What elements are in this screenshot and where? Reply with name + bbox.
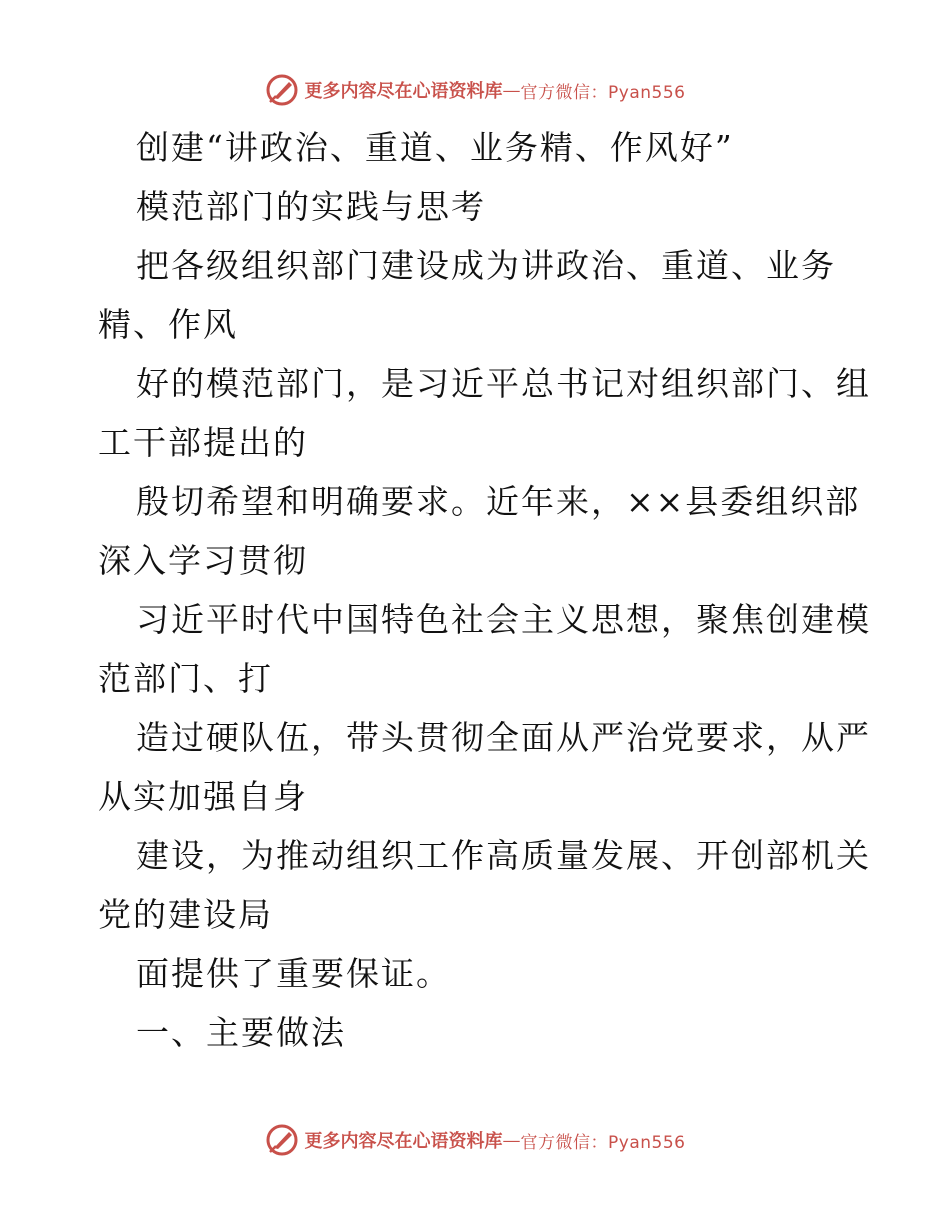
footer-watermark <box>0 1120 950 1160</box>
feather-logo-icon <box>265 73 299 107</box>
banner-dash: — <box>502 1129 521 1151</box>
paragraph-line: 殷切希望和明确要求。近年来，××县委组织部 <box>136 482 861 521</box>
paragraph-line: 党的建设局 <box>98 895 273 934</box>
paragraph-line: 深入学习贯彻 <box>98 541 308 580</box>
banner-dash: — <box>502 79 521 101</box>
paragraph-line: 精、作风 <box>98 305 238 344</box>
paragraph-line: 面提供了重要保证。 <box>136 954 451 993</box>
title-line-2: 模范部门的实践与思考 <box>136 187 486 226</box>
paragraph-line: 从实加强自身 <box>98 777 308 816</box>
paragraph-line: 范部门、打 <box>98 659 273 698</box>
banner-wechat-text: 官方微信：Pyan556 <box>520 82 686 103</box>
paragraph-line: 建设，为推动组织工作高质量发展、开创部机关 <box>136 836 871 875</box>
banner-main-text: 更多内容尽在心语资料库 <box>304 1131 503 1152</box>
document-body <box>98 118 871 1062</box>
header-watermark <box>0 70 950 110</box>
banner-wechat-text: 官方微信：Pyan556 <box>520 1132 686 1153</box>
paragraph-line: 习近平时代中国特色社会主义思想，聚焦创建模 <box>136 600 871 639</box>
paragraph-line: 好的模范部门，是习近平总书记对组织部门、组 <box>136 364 871 403</box>
paragraph-line: 造过硬队伍，带头贯彻全面从严治党要求，从严 <box>136 718 871 757</box>
title-line-1: 创建“讲政治、重道、业务精、作风好” <box>136 128 734 167</box>
feather-logo-icon <box>265 1123 299 1157</box>
paragraph-line: 工干部提出的 <box>98 423 308 462</box>
section-heading: 一、主要做法 <box>136 1013 346 1052</box>
banner-main-text: 更多内容尽在心语资料库 <box>304 81 503 102</box>
paragraph-line: 把各级组织部门建设成为讲政治、重道、业务 <box>136 246 836 285</box>
